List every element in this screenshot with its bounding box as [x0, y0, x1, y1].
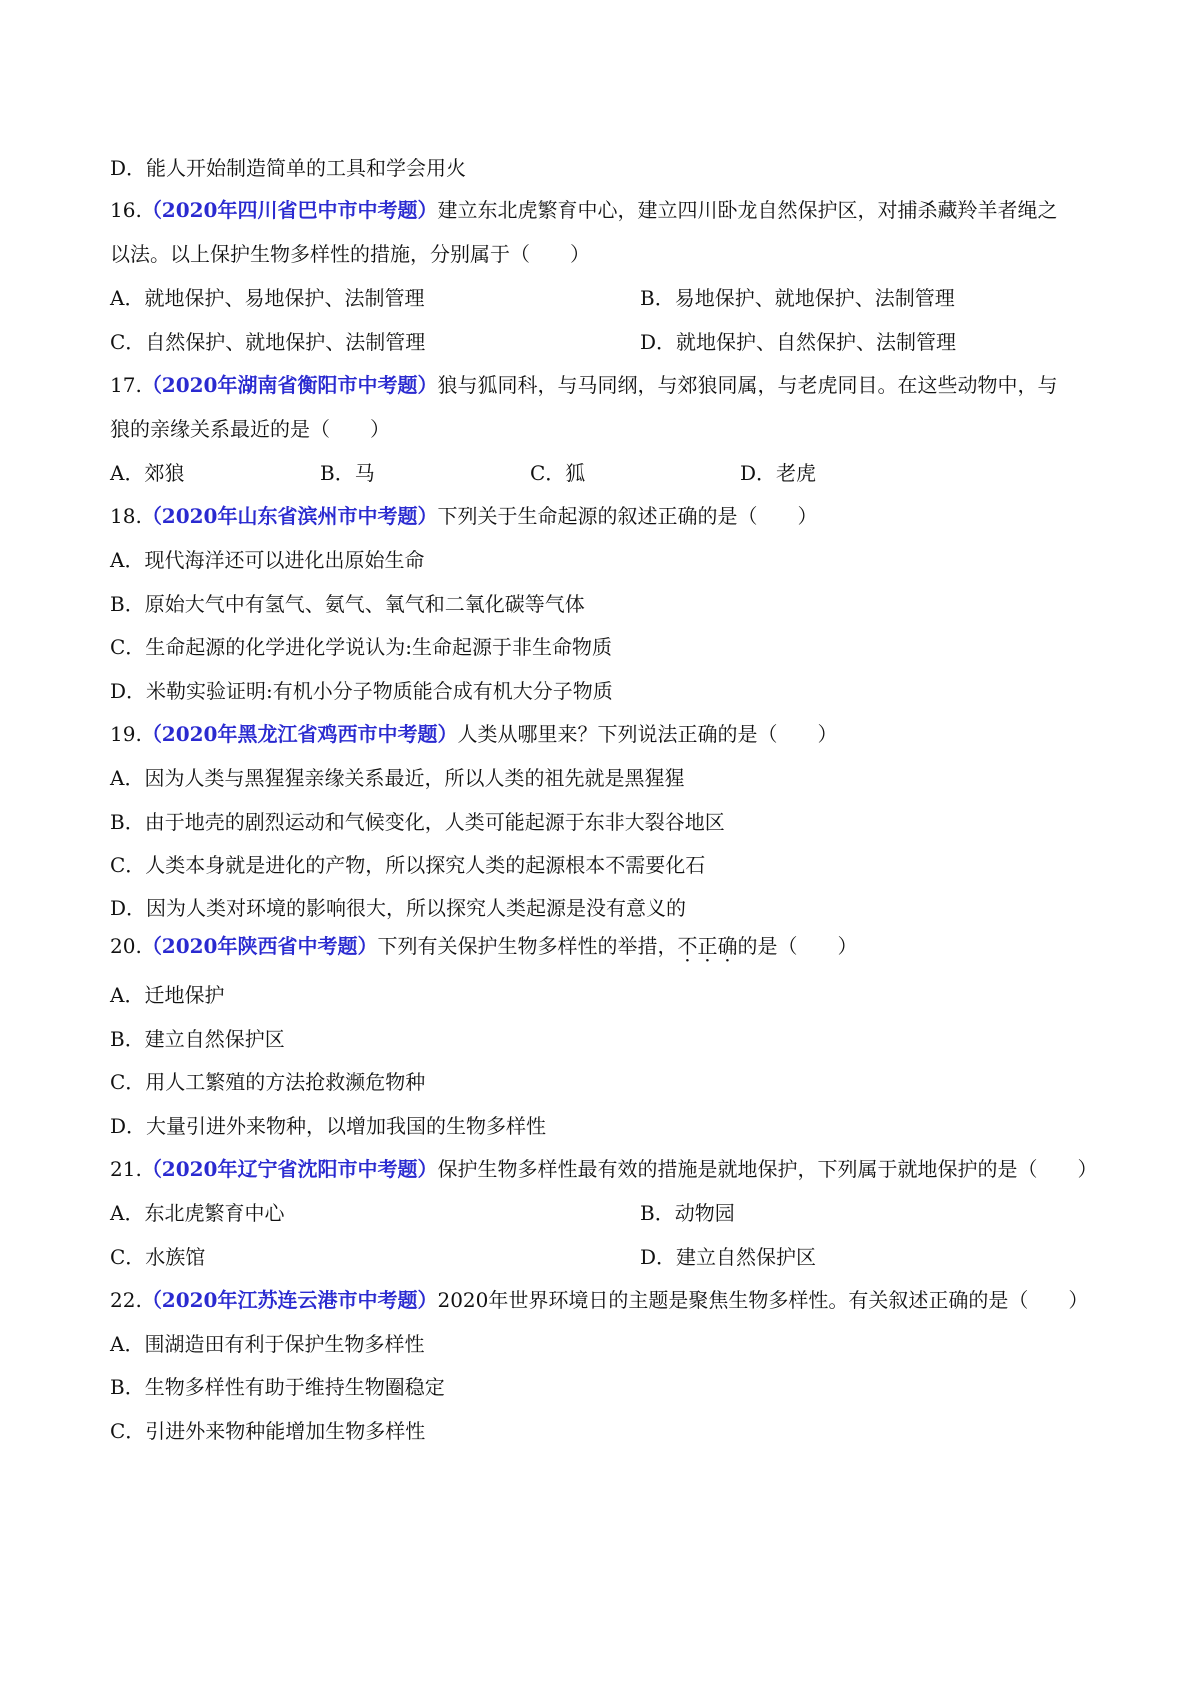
question-number: 16.: [110, 198, 142, 222]
question-source: （2020年黑龙江省鸡西市中考题）: [141, 722, 458, 746]
q20-option-b: B．建立自然保护区: [110, 1027, 285, 1051]
q18-option-c: C．生命起源的化学进化学说认为:生命起源于非生命物质: [110, 635, 613, 659]
q22-option-c: C．引进外来物种能增加生物多样性: [110, 1419, 426, 1443]
emphasized-char: 确: [717, 934, 738, 958]
emphasized-char: 不: [677, 934, 698, 958]
emphasized-char: 正: [697, 934, 718, 958]
question-source: （2020年陕西省中考题）: [141, 934, 378, 958]
question-number: 19.: [110, 722, 142, 746]
question-source: （2020年辽宁省沈阳市中考题）: [141, 1157, 438, 1181]
q21-option-c: C．水族馆: [110, 1245, 206, 1269]
q21-options-row2: [110, 1243, 817, 1271]
q17-stem-line1: [110, 371, 1057, 399]
question-number: 22.: [110, 1288, 142, 1312]
q16-options-row2: [110, 328, 957, 356]
q16-option-b: B．易地保护、就地保护、法制管理: [640, 286, 955, 310]
q18-option-a: A．现代海洋还可以进化出原始生命: [110, 548, 425, 572]
q19-stem: [110, 720, 837, 748]
q16-option-a: A．就地保护、易地保护、法制管理: [110, 286, 425, 310]
q15-option-d: D．能人开始制造简单的工具和学会用火: [110, 156, 467, 180]
q19-option-b: B．由于地壳的剧烈运动和气候变化，人类可能起源于东非大裂谷地区: [110, 810, 725, 834]
q16-options-row1: [110, 284, 955, 312]
q17-option-b: B．马: [320, 461, 375, 485]
q18-option-d: D．米勒实验证明:有机小分子物质能合成有机大分子物质: [110, 679, 613, 703]
q22-option-b: B．生物多样性有助于维持生物圈稳定: [110, 1375, 445, 1399]
q17-option-a: A．郊狼: [110, 461, 185, 485]
q19-option-c: C．人类本身就是进化的产物，所以探究人类的起源根本不需要化石: [110, 853, 706, 877]
q19-option-d: D．因为人类对环境的影响很大，所以探究人类起源是没有意义的: [110, 896, 687, 920]
question-source: （2020年山东省滨州市中考题）: [141, 504, 438, 528]
q16-stem-line1: [110, 196, 1057, 224]
question-source: （2020年四川省巴中市中考题）: [141, 198, 438, 222]
q21-options-row1: [110, 1199, 735, 1227]
q21-stem: [110, 1155, 1097, 1183]
q20-option-d: D．大量引进外来物种，以增加我国的生物多样性: [110, 1114, 547, 1138]
q20-option-c: C．用人工繁殖的方法抢救濒危物种: [110, 1070, 426, 1094]
question-text-end: 的是（ ）: [737, 934, 858, 958]
q16-stem-line2: 以法。以上保护生物多样性的措施，分别属于（ ）: [110, 242, 590, 266]
question-text: 人类从哪里来？下列说法正确的是（ ）: [457, 722, 838, 746]
question-source: （2020年湖南省衡阳市中考题）: [141, 373, 438, 397]
question-number: 21.: [110, 1157, 142, 1181]
q20-option-a: A．迁地保护: [110, 983, 225, 1007]
question-text: 保护生物多样性最有效的措施是就地保护，下列属于就地保护的是（ ）: [437, 1157, 1098, 1181]
q18-stem: [110, 502, 817, 530]
q21-option-b: B．动物园: [640, 1201, 735, 1225]
question-text: 下列有关保护生物多样性的举措，: [377, 934, 678, 958]
q17-stem-line2: 狼的亲缘关系最近的是（ ）: [110, 417, 390, 441]
question-number: 17.: [110, 373, 142, 397]
q17-option-c: C．狐: [530, 461, 586, 485]
q22-option-a: A．围湖造田有利于保护生物多样性: [110, 1332, 425, 1356]
question-number: 18.: [110, 504, 142, 528]
q18-option-b: B．原始大气中有氢气、氨气、氧气和二氧化碳等气体: [110, 592, 585, 616]
q17-option-d: D．老虎: [740, 461, 817, 485]
q16-option-d: D．就地保护、自然保护、法制管理: [640, 330, 957, 354]
question-text: 狼与狐同科，与马同纲，与郊狼同属，与老虎同目。在这些动物中，与: [437, 373, 1058, 397]
q21-option-a: A．东北虎繁育中心: [110, 1201, 285, 1225]
question-number: 20.: [110, 934, 142, 958]
q16-option-c: C．自然保护、就地保护、法制管理: [110, 330, 426, 354]
q20-stem: [110, 932, 857, 960]
q21-option-d: D．建立自然保护区: [640, 1245, 817, 1269]
question-text: 2020年世界环境日的主题是聚焦生物多样性。有关叙述正确的是（ ）: [437, 1288, 1089, 1312]
question-text: 下列关于生命起源的叙述正确的是（ ）: [437, 504, 818, 528]
question-source: （2020年江苏连云港市中考题）: [141, 1288, 438, 1312]
q19-option-a: A．因为人类与黑猩猩亲缘关系最近，所以人类的祖先就是黑猩猩: [110, 766, 685, 790]
question-text: 建立东北虎繁育中心，建立四川卧龙自然保护区，对捕杀藏羚羊者绳之: [437, 198, 1058, 222]
q22-stem: [110, 1286, 1088, 1314]
